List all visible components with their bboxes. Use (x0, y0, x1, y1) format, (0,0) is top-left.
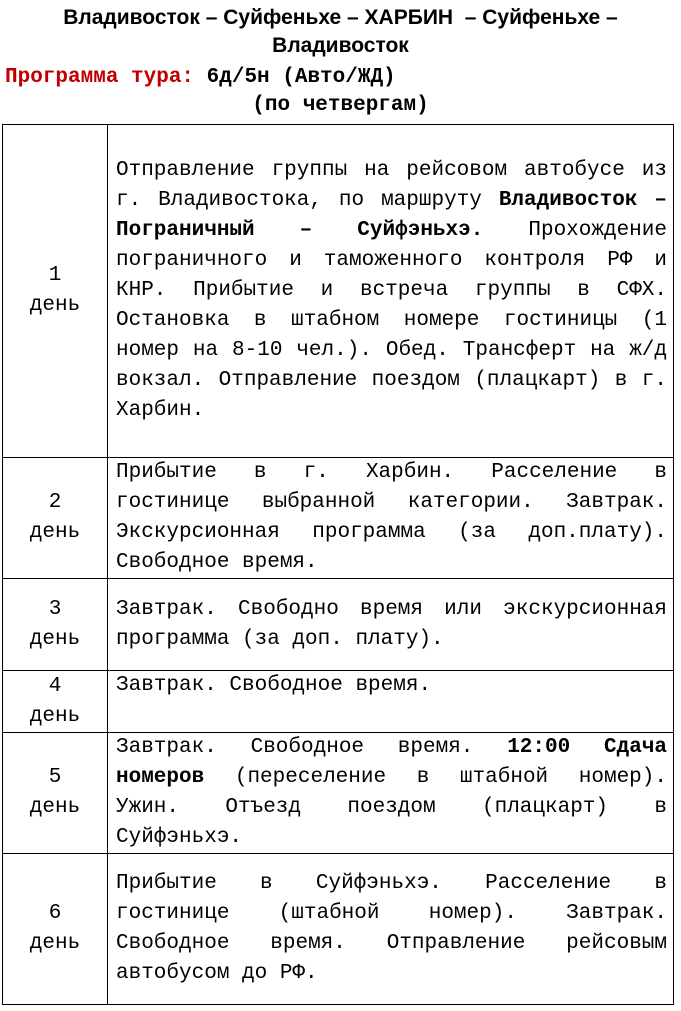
day-number: 6 (48, 902, 62, 925)
program-line (5, 64, 396, 92)
day-cell (3, 458, 108, 579)
day-cell (3, 579, 108, 671)
program-table (2, 124, 674, 1005)
title-line-1: Владивосток – Суйфеньхе – ХАРБИН – Суйфеньхе – (63, 6, 618, 29)
day-row (3, 125, 674, 458)
day-row (3, 579, 674, 671)
description-checkout: 12:00 Сдача номеров (116, 736, 668, 789)
title-line-2: Владивосток (272, 34, 409, 57)
description-text: Прибытие в Суйфэньхэ. Расселение в гостинице (штабной номер). Завтрак. Свободное время. Отправление рейсовым автобусом до РФ. (116, 872, 667, 985)
program-value: 6д/5н (Авто/ЖД) (194, 66, 396, 89)
day-number: 4 (48, 674, 62, 698)
day-description (108, 125, 674, 458)
day-description (108, 854, 674, 1005)
day-label: день (29, 932, 81, 955)
day-label: день (29, 796, 81, 819)
day-label: день (29, 704, 81, 728)
day-cell (3, 854, 108, 1005)
day-cell (3, 733, 108, 854)
description-text: Завтрак. Свободное время. (116, 736, 508, 759)
day-description (108, 579, 674, 671)
description-text: Прибытие в г. Харбин. Расселение в гостинице выбранной категории. Завтрак. Экскурсионная программа (за доп.плату). Свободное время. (116, 461, 667, 574)
day-description (108, 733, 674, 854)
day-number: 2 (48, 491, 62, 514)
description-text: Завтрак. Свободно время или экскурсионная программа (за доп. плату). (116, 597, 667, 651)
day-row (3, 854, 674, 1005)
day-cell (3, 125, 108, 458)
day-number: 5 (48, 766, 62, 789)
description-text: (переселение в штабной номер). Ужин. Отъезд поездом (плацкарт) в Суйфэньхэ. (116, 766, 667, 849)
program-label: Программа тура: (5, 66, 195, 89)
day-label: день (29, 521, 81, 544)
day-description (108, 458, 674, 579)
day-cell (3, 671, 108, 733)
day-row (3, 671, 674, 733)
description-text: Отправление группы на рейсовом автобусе из г. Владивостока, по маршруту (116, 159, 667, 212)
description-text: Завтрак. Свободное время. (116, 674, 432, 697)
day-row (3, 733, 674, 854)
description-text: Прохождение пограничного и таможенного контроля РФ и КНР. Прибытие и встреча группы в СФХ. Остановка в штабном номере гостиницы (1 номер на 8-10 чел.). Обед. Трансферт на ж/д вокзал. Отправление поездом (плацкарт) в г. Харбин. (116, 219, 667, 422)
day-row (3, 458, 674, 579)
day-label: день (29, 627, 81, 651)
schedule-note: (по четвергам) (252, 94, 429, 117)
day-number: 1 (48, 264, 62, 287)
day-number: 3 (48, 597, 62, 621)
description-route: Владивосток – Пограничный – Суйфэньхэ. (116, 189, 667, 242)
day-description (108, 671, 674, 733)
day-label: день (29, 294, 81, 317)
document-title (0, 0, 681, 60)
